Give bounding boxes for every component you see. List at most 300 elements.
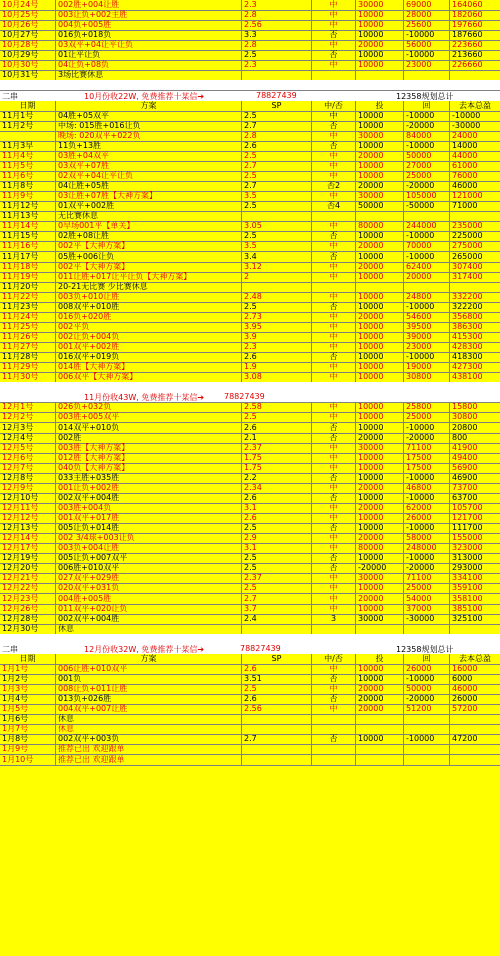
plan-cell: 016双平+019负 [56,352,242,362]
date-cell: 12月23号 [0,594,56,604]
date-cell: 12月6号 [0,453,56,463]
bet-cell: 20000 [356,262,404,272]
date-cell: 12月4号 [0,433,56,443]
total-cell: 226660 [452,60,483,70]
return-cell: 248000 [404,543,450,553]
return-cell: 17500 [404,453,450,463]
column-header-result: 中/否 [312,654,356,664]
date-cell: 12月19号 [0,553,56,563]
return-cell: -10000 [404,302,450,312]
date-cell: 1月1号 [0,664,56,674]
date-cell: 11月28号 [0,352,56,362]
return-cell: -20000 [404,694,450,704]
sp-cell: 2.7 [242,181,312,191]
date-cell: 11月1号 [0,111,56,121]
result-cell: 中 [312,332,356,342]
plan-cell: 中场: 015胜+016让负 [56,121,242,131]
sp-cell: 2.37 [242,443,312,453]
bet-cell: 20000 [356,594,404,604]
bet-cell [356,211,404,221]
date-cell: 11月30号 [0,372,56,382]
plan-cell: 004负+005胜 [56,20,242,30]
date-cell: 11月18号 [0,262,56,272]
banner-contact-number: 78827439 [224,392,265,402]
total-cell: 359100 [452,583,483,593]
total-cell: 46000 [452,181,478,191]
result-cell: 否 [312,674,356,684]
return-cell: 26000 [404,513,450,523]
plan-cell: 027双平+029胜 [56,573,242,583]
plan-cell: 推荐已出 欢迎跟单 [56,744,242,754]
total-cell: 15800 [452,402,478,412]
return-cell: 25000 [404,583,450,593]
plan-cell: 003胜+004负 [56,503,242,513]
result-cell: 中 [312,312,356,322]
sp-cell: 2.5 [242,151,312,161]
date-cell: 12月10号 [0,493,56,503]
plan-cell: 003负+004让胜 [56,543,242,553]
bet-cell: 20000 [356,433,404,443]
total-cell: -30000 [452,120,481,130]
date-cell: 12月21号 [0,573,56,583]
result-cell: 中 [312,684,356,694]
date-cell: 12月9号 [0,483,56,493]
plan-cell: 晚场: 020双平+022负 [56,131,242,141]
bet-cell: 10000 [356,423,404,433]
bet-cell [356,714,404,724]
return-cell: -10000 [404,423,450,433]
bet-cell: 10000 [356,513,404,523]
total-cell: 438100 [452,372,483,382]
result-cell: 中 [312,664,356,674]
date-cell: 12月14号 [0,533,56,543]
date-cell: 11月27号 [0,342,56,352]
date-cell: 11月16号 [0,241,56,251]
plan-cell: 01让平让负 [56,50,242,60]
sp-cell: 2.58 [242,402,312,412]
bet-cell: 80000 [356,221,404,231]
total-cell: 187660 [452,30,483,40]
sp-cell [242,624,312,634]
bet-cell: 10000 [356,604,404,614]
return-cell [404,282,450,292]
return-cell: 25800 [404,402,450,412]
column-header-total: 去本总盈 [459,653,491,663]
bet-cell: 10000 [356,352,404,362]
result-cell: 中 [312,483,356,493]
sp-cell: 2.5 [242,412,312,422]
bet-cell: 10000 [356,231,404,241]
total-cell: 332200 [452,291,483,301]
date-cell: 11月2号 [0,121,56,131]
bet-cell: 20000 [356,151,404,161]
plan-cell: 001双平+017胜 [56,513,242,523]
plan-cell: 推荐已出 欢迎跟单 [56,755,242,765]
plan-cell: 04胜+05双平 [56,111,242,121]
total-cell: 415300 [452,331,483,341]
return-cell: 25000 [404,412,450,422]
return-cell: 71100 [404,573,450,583]
plan-cell: 002平【大神方案】 [56,241,242,251]
return-cell: 39500 [404,322,450,332]
total-cell: 41900 [452,442,478,452]
date-cell: 11月14号 [0,221,56,231]
total-cell: 56900 [452,462,478,472]
date-cell: 10月25号 [0,10,56,20]
return-cell: 46800 [404,483,450,493]
sp-cell: 3.08 [242,372,312,382]
total-cell: 57200 [452,704,478,714]
date-cell: 1月5号 [0,704,56,714]
date-cell [0,131,56,141]
result-cell: 中 [312,0,356,10]
date-cell: 12月12号 [0,513,56,523]
date-cell: 11月20号 [0,282,56,292]
date-cell: 10月29号 [0,50,56,60]
return-cell: 20000 [404,272,450,282]
result-cell: 中 [312,111,356,121]
result-cell: 中 [312,604,356,614]
result-cell [312,744,356,754]
return-cell [404,724,450,734]
date-cell: 12月13号 [0,523,56,533]
column-header-plan: 方案 [56,654,242,664]
plan-cell: 002让负+004负 [56,332,242,342]
sp-cell [242,211,312,221]
date-cell: 12月22号 [0,583,56,593]
total-cell [450,744,500,754]
total-cell: 46000 [452,684,478,694]
return-cell: 70000 [404,241,450,251]
bet-cell: 10000 [356,362,404,372]
result-cell: 否 [312,563,356,573]
bet-cell: 10000 [356,342,404,352]
bet-cell: 20000 [356,241,404,251]
date-cell: 1月9号 [0,744,56,754]
sp-cell: 1.9 [242,362,312,372]
column-header-bet: 投 [356,654,404,664]
total-cell: 427300 [452,362,483,372]
plan-cell: 008让负+011让胜 [56,684,242,694]
return-cell: 25000 [404,171,450,181]
total-cell: 213660 [452,50,483,60]
plan-cell: 012胜【大神方案】 [56,453,242,463]
bet-cell: 20000 [356,704,404,714]
result-cell: 中 [312,241,356,251]
plan-cell: 02双平+04让平让负 [56,171,242,181]
result-cell: 中 [312,191,356,201]
total-cell: 73700 [452,482,478,492]
total-cell: 26000 [452,694,478,704]
total-cell [450,282,500,292]
total-cell: 71000 [452,201,478,211]
return-cell: -10000 [404,553,450,563]
plan-cell: 016负+018负 [56,30,242,40]
date-cell: 11月5号 [0,161,56,171]
plan-cell: 001让负+002胜 [56,483,242,493]
result-cell: 3 [312,614,356,624]
plan-cell: 无比赛休息 [56,211,242,221]
return-cell: 84000 [404,131,450,141]
return-cell [404,755,450,765]
sp-cell: 2.7 [242,594,312,604]
bet-cell: 10000 [356,553,404,563]
bet-cell: 10000 [356,161,404,171]
result-cell: 中 [312,412,356,422]
banner-promo-text: 12月份收32W, 免费推荐十某信➔ [84,644,205,654]
date-cell: 11月3早 [0,141,56,151]
result-cell: 中 [312,453,356,463]
total-cell: 111700 [452,523,483,533]
sp-cell: 3.05 [242,221,312,231]
bet-cell: 10000 [356,734,404,744]
result-cell: 中 [312,10,356,20]
date-cell: 1月2号 [0,674,56,684]
bet-cell [356,282,404,292]
plan-cell: 3场比赛休息 [56,70,242,80]
result-cell: 否4 [312,201,356,211]
total-cell: 418300 [452,352,483,362]
return-cell: -10000 [404,523,450,533]
return-cell: -20000 [404,563,450,573]
plan-cell: 020双平+031负 [56,583,242,593]
bet-cell: 10000 [356,523,404,533]
plan-cell: 005让负+007双平 [56,553,242,563]
bet-cell [356,744,404,754]
plan-cell: 休息 [56,724,242,734]
date-cell: 10月26号 [0,20,56,30]
banner-promo-text: 10月份收22W, 免费推荐十某信➔ [84,91,205,101]
sp-cell: 2.73 [242,312,312,322]
table-row [0,755,500,766]
plan-cell: 20-21无比赛 少比赛休息 [56,282,242,292]
return-cell: 62000 [404,503,450,513]
banner-plan-total: 12358规划总计 [396,91,454,101]
plan-cell: 016负+020胜 [56,312,242,322]
plan-cell: 002胜+004让胜 [56,0,242,10]
plan-cell: 008双平+010胜 [56,302,242,312]
plan-cell: 003胜【大神方案】 [56,443,242,453]
sp-cell: 3.7 [242,604,312,614]
return-cell: 54000 [404,594,450,604]
sp-cell: 2.56 [242,20,312,30]
bet-cell: 20000 [356,181,404,191]
return-cell: 28000 [404,10,450,20]
sp-cell: 2.6 [242,141,312,151]
date-cell: 10月28号 [0,40,56,50]
return-cell: 71100 [404,443,450,453]
date-cell: 11月15号 [0,231,56,241]
total-cell: 49400 [452,452,478,462]
return-cell: 39000 [404,332,450,342]
total-cell: 121000 [452,191,483,201]
date-cell: 12月7号 [0,463,56,473]
result-cell: 中 [312,161,356,171]
plan-cell: 033主胜+035胜 [56,473,242,483]
return-cell: 23000 [404,342,450,352]
bet-cell: 10000 [356,664,404,674]
bet-cell: 10000 [356,453,404,463]
bet-cell: 10000 [356,10,404,20]
date-cell: 1月3号 [0,684,56,694]
total-cell: 44000 [452,150,478,160]
sp-cell: 2.5 [242,553,312,563]
bet-cell: 10000 [356,493,404,503]
result-cell: 否 [312,493,356,503]
date-cell: 1月10号 [0,755,56,765]
sp-cell [242,744,312,754]
total-cell: 428300 [452,342,483,352]
result-cell: 中 [312,272,356,282]
bet-cell: 30000 [356,191,404,201]
bet-cell: 10000 [356,171,404,181]
bet-cell: 10000 [356,674,404,684]
return-cell: -30000 [404,614,450,624]
bet-cell: 10000 [356,141,404,151]
return-cell: 50000 [404,684,450,694]
bet-cell: 10000 [356,30,404,40]
plan-cell: 休息 [56,624,242,634]
return-cell [404,70,450,80]
result-cell: 否 [312,141,356,151]
sp-cell: 2.5 [242,583,312,593]
plan-cell: 011让胜+017让平让负【大神方案】 [56,272,242,282]
sp-cell: 3.1 [242,503,312,513]
date-cell: 10月31号 [0,70,56,80]
sp-cell: 2.7 [242,734,312,744]
return-cell: -10000 [404,252,450,262]
column-header-return: 回 [404,101,450,111]
bet-cell: 10000 [356,60,404,70]
bet-cell: 30000 [356,443,404,453]
plan-cell: 04让负+08负 [56,60,242,70]
return-cell: 54600 [404,312,450,322]
result-cell [312,282,356,292]
column-header-date: 日期 [0,101,56,111]
sp-cell: 2.48 [242,292,312,302]
bet-cell: 80000 [356,543,404,553]
result-cell: 中 [312,402,356,412]
return-cell: 27000 [404,161,450,171]
date-cell: 11月29号 [0,362,56,372]
sp-cell: 3.95 [242,322,312,332]
date-cell: 12月28号 [0,614,56,624]
total-cell [450,624,500,634]
date-cell: 1月7号 [0,724,56,734]
return-cell: 56000 [404,40,450,50]
total-cell: 61000 [452,160,478,170]
return-cell: 17500 [404,463,450,473]
date-cell: 11月22号 [0,292,56,302]
result-cell: 否 [312,50,356,60]
result-cell: 否 [312,231,356,241]
plan-cell: 01双平+002胜 [56,201,242,211]
sp-cell: 2.7 [242,121,312,131]
total-cell: 182060 [452,10,483,20]
total-cell: 164060 [452,0,483,9]
date-cell: 1月8号 [0,734,56,744]
plan-cell: 002平负 [56,322,242,332]
sp-cell: 3.9 [242,332,312,342]
plan-cell: 0早场001平【单关】 [56,221,242,231]
bet-cell: 10000 [356,20,404,30]
result-cell: 中 [312,262,356,272]
total-cell: 223660 [452,40,483,50]
result-cell: 中 [312,60,356,70]
plan-cell: 休息 [56,714,242,724]
bet-cell: 10000 [356,402,404,412]
result-cell: 否 [312,433,356,443]
total-cell: 385100 [452,603,483,613]
total-cell: 317400 [452,271,483,281]
plan-cell: 026负+032负 [56,402,242,412]
result-cell: 中 [312,151,356,161]
sp-cell: 2.9 [242,533,312,543]
date-cell: 11月6号 [0,171,56,181]
bet-cell: 20000 [356,483,404,493]
date-cell: 11月26号 [0,332,56,342]
total-cell: 386300 [452,321,483,331]
plan-cell: 03双平+07胜 [56,161,242,171]
bet-cell: 10000 [356,463,404,473]
date-cell: 11月9号 [0,191,56,201]
sp-cell: 2.6 [242,513,312,523]
total-cell: 275000 [452,241,483,251]
total-cell: 356800 [452,311,483,321]
date-cell: 11月4号 [0,151,56,161]
bet-cell: 20000 [356,533,404,543]
return-cell: -20000 [404,121,450,131]
plan-cell: 014胜【大神方案】 [56,362,242,372]
bet-cell: 10000 [356,302,404,312]
plan-cell: 002双平+004胜 [56,614,242,624]
plan-cell: 002胜 [56,433,242,443]
plan-cell: 040负【大神方案】 [56,463,242,473]
date-cell: 11月24号 [0,312,56,322]
bet-cell: -20000 [356,563,404,573]
date-cell: 12月3号 [0,423,56,433]
return-cell: 26000 [404,664,450,674]
total-cell: 197660 [452,20,483,30]
sp-cell: 2.34 [242,483,312,493]
bet-cell: 20000 [356,40,404,50]
sp-cell [242,70,312,80]
bet-cell: 20000 [356,694,404,704]
bet-cell: 10000 [356,111,404,121]
result-cell: 否 [312,252,356,262]
total-cell [450,755,500,765]
plan-cell: 006胜+010双平 [56,563,242,573]
bet-cell [356,724,404,734]
banner-plan-total: 12358规划总计 [396,644,454,654]
total-cell: 334100 [452,573,483,583]
plan-cell: 003让负+002主胜 [56,10,242,20]
return-cell: 23000 [404,60,450,70]
return-cell [404,744,450,754]
return-cell: -10000 [404,141,450,151]
sp-cell: 3.4 [242,252,312,262]
return-cell: -10000 [404,473,450,483]
bet-cell: 10000 [356,473,404,483]
result-cell [312,211,356,221]
date-cell: 11月13号 [0,211,56,221]
column-header-plan: 方案 [56,101,242,111]
sp-cell: 2.8 [242,40,312,50]
bet-cell: 30000 [356,131,404,141]
sp-cell: 2.5 [242,302,312,312]
column-header-sp: SP [242,654,312,664]
return-cell: 58000 [404,533,450,543]
